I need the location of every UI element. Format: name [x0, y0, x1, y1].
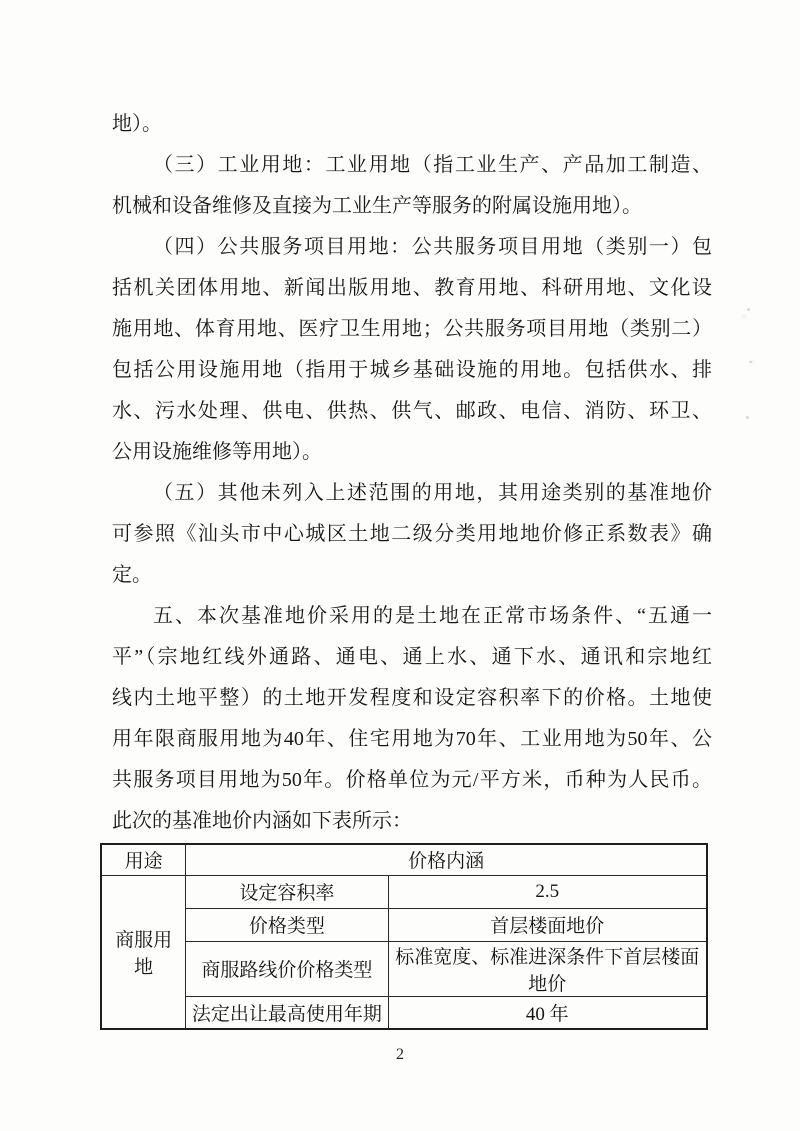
text-line: 平”（宗地红线外通路、通电、通上水、通下水、通讯和宗地红 [112, 646, 712, 668]
text-line: 定。 [112, 564, 152, 586]
text-line: （三）工业用地：工业用地（指工业生产、产品加工制造、 [153, 154, 712, 176]
text-line: 施用地、体育用地、医疗卫生用地；公共服务项目用地（类别二） [112, 318, 712, 340]
table-cell-label: 法定出让最高使用年期 [186, 996, 388, 1029]
text-line: 括机关团体用地、新闻出版用地、教育用地、科研用地、文化设 [112, 277, 712, 299]
table-cell-usage-group: 商服用地 [101, 875, 186, 1029]
text-line: （五）其他未列入上述范围的用地，其用途类别的基准地价 [153, 482, 712, 504]
text-line: 共服务项目用地为50年。价格单位为元/平方米，币种为人民币。 [112, 769, 712, 791]
document-body [112, 104, 712, 842]
table-header-row [101, 844, 707, 875]
table-header-usage: 用途 [101, 844, 186, 875]
text-line: 可参照《汕头市中心城区土地二级分类用地地价修正系数表》确 [112, 523, 712, 545]
table-row [101, 908, 707, 941]
table-row [101, 875, 707, 908]
scan-speckle [747, 308, 750, 311]
table-cell-label: 价格类型 [186, 908, 388, 941]
text-line: （四）公共服务项目用地：公共服务项目用地（类别一）包 [153, 236, 712, 258]
table-cell-value: 2.5 [388, 875, 707, 908]
table-cell-value: 40 年 [388, 996, 707, 1029]
land-price-content-table [100, 843, 708, 1030]
text-line: 水、污水处理、供电、供热、供气、邮政、电信、消防、环卫、 [112, 400, 712, 422]
table-cell-label: 设定容积率 [186, 875, 388, 908]
table-cell-label: 商服路线价价格类型 [186, 941, 388, 996]
table-cell-value: 标准宽度、标准进深条件下首层楼面地价 [388, 941, 707, 996]
text-line: 机械和设备维修及直接为工业生产等服务的附属设施用地）。 [112, 195, 642, 217]
scan-speckle [746, 416, 749, 419]
text-line: 地）。 [112, 113, 162, 135]
text-line: 此次的基准地价内涵如下表所示： [112, 810, 412, 832]
table-cell-value: 首层楼面地价 [388, 908, 707, 941]
text-line: 用年限商服用地为40年、住宅用地为70年、工业用地为50年、公 [112, 728, 712, 750]
table-header-content: 价格内涵 [186, 844, 707, 875]
text-line: 包括公用设施用地（指用于城乡基础设施的用地。包括供水、排 [112, 359, 712, 381]
text-line: 线内土地平整）的土地开发程度和设定容积率下的价格。土地使 [112, 687, 712, 709]
table-row [101, 996, 707, 1029]
text-line: 公用设施维修等用地）。 [112, 441, 322, 463]
page-number: 2 [396, 1046, 404, 1063]
scan-speckle [749, 361, 752, 363]
text-line: 五、本次基准地价采用的是土地在正常市场条件、“五通一 [153, 605, 712, 627]
table-row [101, 941, 707, 996]
